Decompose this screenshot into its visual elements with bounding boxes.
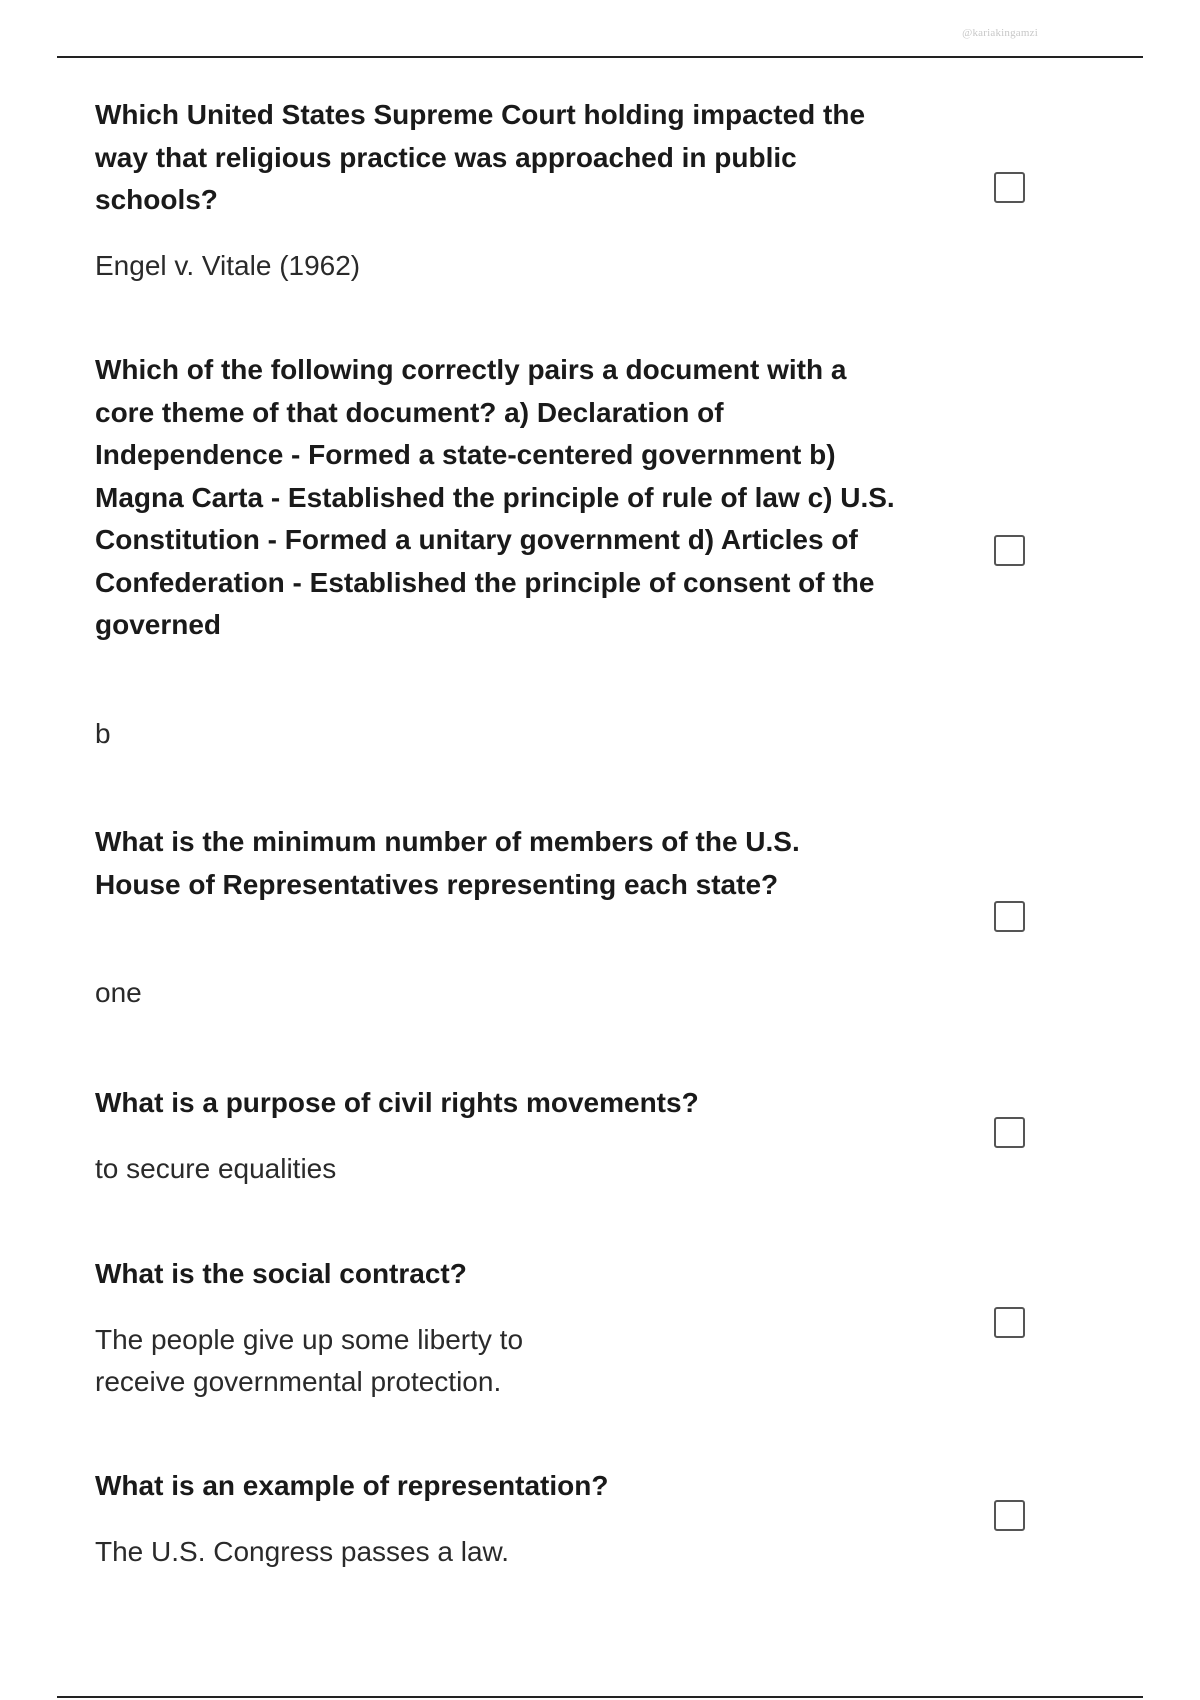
question-text: What is an example of representation? (95, 1470, 609, 1501)
flashcard (95, 821, 1105, 1015)
question-text: What is a purpose of civil rights movements? (95, 1087, 699, 1118)
flashcard (95, 1253, 1105, 1404)
answer-text: The U.S. Congress passes a law. (95, 1535, 509, 1567)
answer-text: The people give up some liberty to receive governmental protection. (95, 1323, 524, 1397)
question-text: What is the social contract? (95, 1258, 467, 1289)
mark-known-checkbox[interactable] (994, 172, 1025, 203)
mark-known-checkbox[interactable] (994, 1307, 1025, 1338)
question-text: Which United States Supreme Court holding impacted the way that religious practice was approached in public schools? (95, 99, 866, 215)
answer-text: b (95, 717, 111, 749)
question-text: What is the minimum number of members of the U.S. House of Representatives representing each state? (95, 826, 800, 900)
mark-known-checkbox[interactable] (994, 1500, 1025, 1531)
answer-text: one (95, 977, 142, 1008)
header-divider (57, 56, 1143, 58)
mark-known-checkbox[interactable] (994, 1117, 1025, 1148)
flashcard (95, 349, 1105, 755)
mark-known-checkbox[interactable] (994, 901, 1025, 932)
flashcard (95, 94, 1105, 287)
answer-text: to secure equalities (95, 1152, 337, 1184)
answer-text: Engel v. Vitale (1962) (95, 249, 361, 281)
footer-divider (57, 1696, 1143, 1698)
flashcard (95, 1082, 1105, 1190)
flashcard (95, 1465, 1105, 1573)
mark-known-checkbox[interactable] (994, 535, 1025, 566)
watermark: @kariakingamzi (962, 27, 1038, 39)
question-text: Which of the following correctly pairs a document with a core theme of that document? a) Declaration of Independence - Formed a state-centered government b) Magna Carta - Established the principle of rule of law c) U.S. Constitution - Formed a unitary government d) Articles of Confederation - Established the principle of consent of the governed (95, 354, 895, 640)
